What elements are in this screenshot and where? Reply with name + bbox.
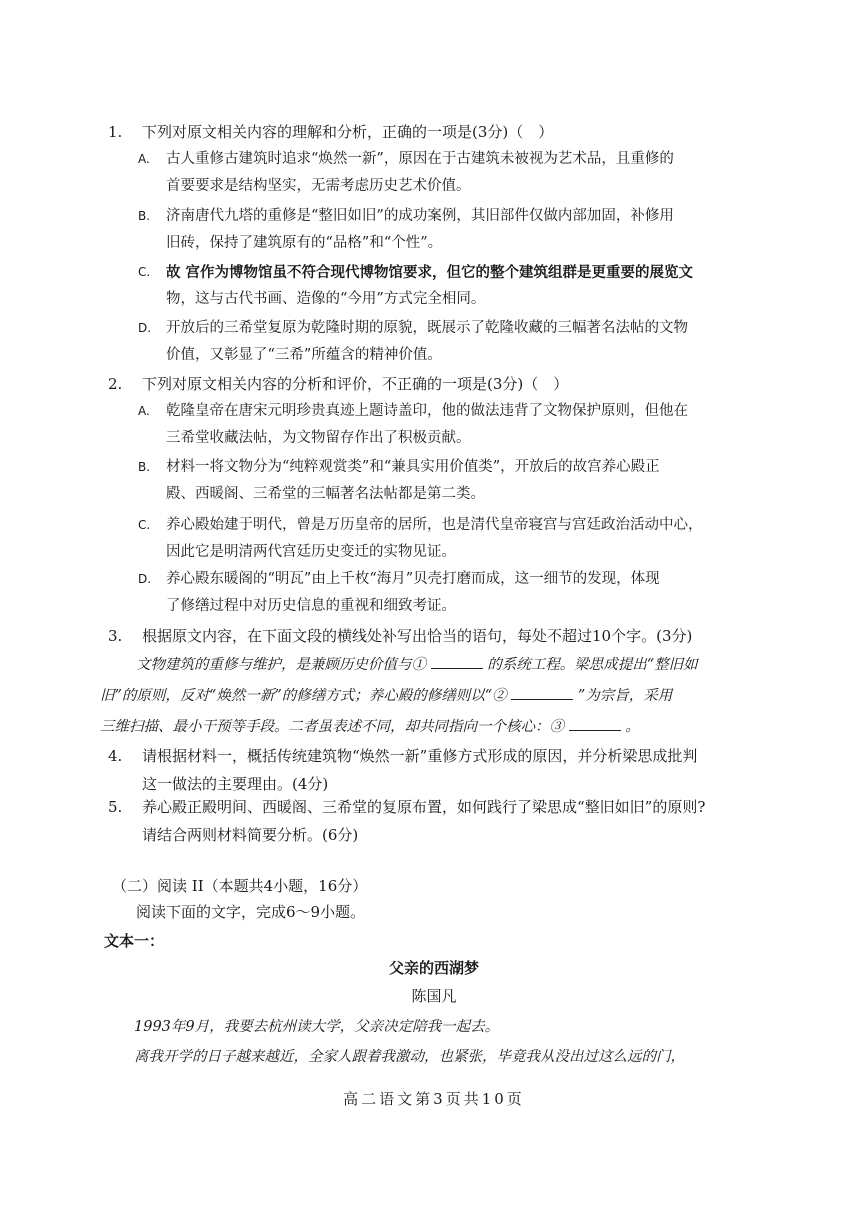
question-stem: 养心殿正殿明间、西暖阁、三希堂的复原布置，如何践行了梁思成“整旧如旧”的原则? xyxy=(142,798,706,816)
passage-text: 。 xyxy=(625,719,640,735)
option-line: 材料一将文物分为“纯粹观赏类”和“兼具实用价值类”，开放后的故宫养心殿正 xyxy=(166,459,660,475)
section-instruction: 阅读下面的文字，完成6～9小题。 xyxy=(136,903,366,921)
article-paragraph-2: 离我开学的日子越来越近，全家人跟着我激动，也紧张，毕竟我从没出过这么远的门， xyxy=(134,1049,685,1065)
passage-text: 文物建筑的重修与维护，是兼顾历史价值与① xyxy=(136,657,426,673)
q2-option-a xyxy=(138,398,758,452)
q1-option-b xyxy=(138,203,758,257)
page-footer: 高二语文第3页共10页 xyxy=(343,1090,525,1108)
option-line: 故 宫作为博物馆虽不符合现代博物馆要求，但它的整个建筑组群是更重要的展览文 xyxy=(166,264,694,281)
question-number: 1. xyxy=(108,123,123,141)
question-stem: 下列对原文相关内容的分析和评价，不正确的一项是(3分)（ ） xyxy=(142,375,569,393)
option-line: 因此它是明清两代宫廷历史变迁的实物见证。 xyxy=(166,544,456,560)
question-number: 3. xyxy=(108,627,123,645)
option-letter: A. xyxy=(138,152,150,166)
q3-passage-line-1 xyxy=(136,650,796,681)
option-letter: B. xyxy=(138,209,151,223)
q2-option-d xyxy=(138,566,758,620)
q3-passage-line-3 xyxy=(100,712,760,743)
question-number: 4. xyxy=(108,747,123,765)
passage-text: 旧”的原则，反对“焕然一新”的修缮方式；养心殿的修缮则以“② xyxy=(100,688,507,704)
q1-option-d xyxy=(138,315,758,369)
question-stem: 请根据材料一，概括传统建筑物“焕然一新”重修方式形成的原因，并分析梁思成批判 xyxy=(142,747,698,765)
option-line: 开放后的三希堂复原为乾隆时期的原貌，既展示了乾隆收藏的三幅著名法帖的文物 xyxy=(166,320,688,336)
question-stem: 下列对原文相关内容的理解和分析，正确的一项是(3分)（ ） xyxy=(142,123,554,141)
blank-1[interactable] xyxy=(431,650,483,669)
option-line: 三希堂收藏法帖，为文物留存作出了积极贡献。 xyxy=(166,430,471,446)
option-line: 养心殿始建于明代，曾是万历皇帝的居所，也是清代皇帝寝宫与宫廷政治活动中心， xyxy=(166,517,703,533)
question-number: 2. xyxy=(108,375,123,393)
option-letter: A. xyxy=(138,404,150,418)
article-author: 陈国凡 xyxy=(411,987,457,1005)
passage-text: ”为宗旨，采用 xyxy=(577,688,673,704)
option-line: 殿、西暖阁、三希堂的三幅著名法帖都是第二类。 xyxy=(166,486,485,502)
option-line: 旧砖，保持了建筑原有的“品格”和“个性”。 xyxy=(166,235,443,251)
article-paragraph-1: 1993年9月，我要去杭州读大学，父亲决定陪我一起去。 xyxy=(134,1019,500,1035)
q3-passage-line-2 xyxy=(100,681,760,712)
option-line: 济南唐代九塔的重修是“整旧如旧”的成功案例，其旧部件仅做内部加固，补修用 xyxy=(166,208,674,224)
option-line: 养心殿东暖阁的“明瓦”由上千枚“海月”贝壳打磨而成，这一细节的发现，体现 xyxy=(166,571,660,587)
option-line: 乾隆皇帝在唐宋元明珍贵真迹上题诗盖印，他的做法违背了文物保护原则，但他在 xyxy=(166,403,688,419)
option-line: 了修缮过程中对历史信息的重视和细致考证。 xyxy=(166,598,456,614)
text-label: 文本一： xyxy=(104,932,165,950)
q2-option-c xyxy=(138,512,758,566)
passage-text: 的系统工程。梁思成提出“整旧如 xyxy=(487,657,698,673)
option-letter: C. xyxy=(138,518,151,532)
section-heading: （二）阅读 II（本题共4小题，16分） xyxy=(112,877,368,895)
article-title: 父亲的西湖梦 xyxy=(388,959,479,977)
option-letter: C. xyxy=(138,265,151,279)
q1-option-c xyxy=(138,259,758,313)
q2-option-b xyxy=(138,454,758,508)
option-line: 古人重修古建筑时追求“焕然一新”，原因在于古建筑未被视为艺术品，且重修的 xyxy=(166,151,674,167)
blank-3[interactable] xyxy=(569,712,621,731)
passage-text: 三维扫描、最小干预等手段。二者虽表述不同，却共同指向一个核心：③ xyxy=(100,719,564,735)
question-number: 5. xyxy=(108,798,123,816)
option-letter: B. xyxy=(138,460,151,474)
question-stem: 根据原文内容，在下面文段的横线处补写出恰当的语句，每处不超过10个字。(3分) xyxy=(142,627,693,645)
option-line: 物，这与古代书画、造像的“今用”方式完全相同。 xyxy=(166,291,486,307)
question-stem-line-2: 请结合两则材料简要分析。(6分) xyxy=(142,826,359,844)
option-letter: D. xyxy=(138,572,152,586)
option-line: 价值，又彰显了“三希”所蕴含的精神价值。 xyxy=(166,347,442,363)
q1-option-a xyxy=(138,146,758,200)
option-line: 首要要求是结构坚实，无需考虑历史艺术价值。 xyxy=(166,178,471,194)
question-stem-line-2: 这一做法的主要理由。(4分) xyxy=(142,775,329,793)
blank-2[interactable] xyxy=(511,681,573,700)
option-letter: D. xyxy=(138,321,152,335)
